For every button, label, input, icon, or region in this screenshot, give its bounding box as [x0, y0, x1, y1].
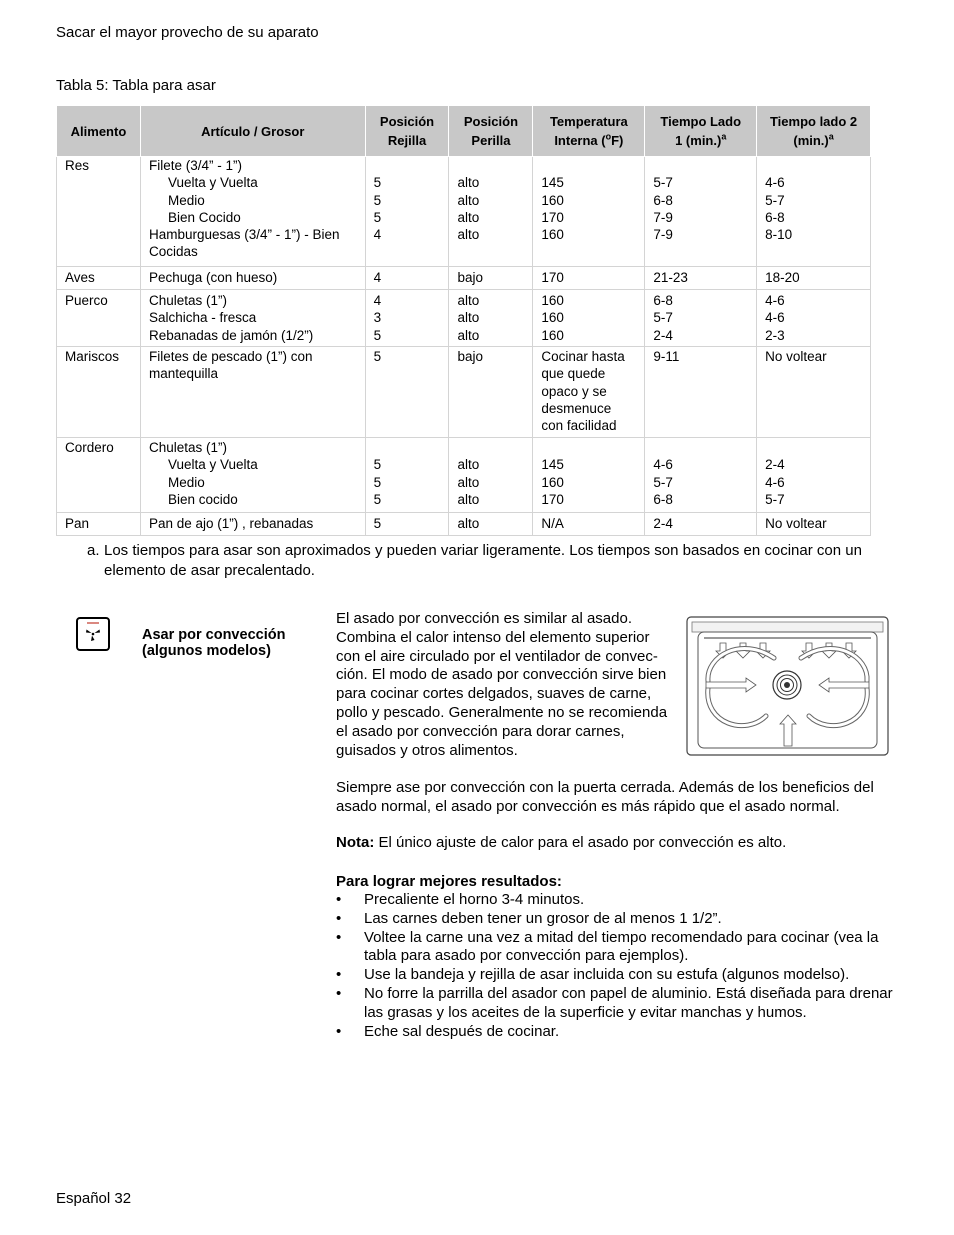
list-item: • No forre la parrilla del asador con papel de aluminio. Está diseñada para drenar las grasas y los aceites de la superficie y evitar manchas y humos. [336, 984, 893, 1021]
note-paragraph [336, 834, 901, 853]
col-header-perilla: Posición Perilla [449, 106, 533, 157]
side2-cell: 4-6 5-7 6-8 8-10 [757, 157, 871, 267]
page-header: Sacar el mayor provecho de su aparato [56, 24, 319, 41]
col-header-lado2: Tiempo lado 2 $(\min.)^a$ [757, 106, 871, 157]
side2-cell: 2-4 4-6 5-7 [757, 438, 871, 513]
temp-cell: 145 160 170 160 [533, 157, 645, 267]
knob-cell: alto alto alto alto [449, 157, 533, 267]
knob-cell: alto alto alto [449, 438, 533, 513]
col-header-temperatura: Temperatura Interna ($^o$F) [533, 106, 645, 157]
rack-cell: 5 5 5 4 [365, 157, 449, 267]
list-item: • Use la bandeja y rejilla de asar incluida con su estufa (algunos modelso). [336, 966, 850, 984]
rack-cell: 4 [365, 267, 449, 290]
section-title: Asar por convección (algunos modelos) [142, 627, 286, 659]
broil-table [56, 105, 871, 536]
note-label: Nota: [336, 834, 375, 851]
col-header-lado1: Tiempo Lado 1 $(\min.)^a$ [645, 106, 757, 157]
list-item: • Las carnes deben tener un grosor de al menos 1 1/2”. [336, 909, 722, 927]
temp-cell: N/A [533, 513, 645, 536]
rack-cell: 4 3 5 [365, 290, 449, 347]
side1-cell: 4-6 5-7 6-8 [645, 438, 757, 513]
knob-cell: bajo [449, 347, 533, 438]
list-item: • Voltee la carne una vez a mitad del tiempo recomendado para cocinar (vea la tabla para asado por convección para ejemplos). [336, 928, 879, 965]
knob-cell: alto [449, 513, 533, 536]
item-cell: Pan de ajo (1”) , rebanadas [140, 513, 365, 536]
closed-door-paragraph: Siempre ase por convección con la puerta cerrada. Además de los beneficios del asado normal, el asado por convección es más rápido que el asado normal. [336, 779, 874, 815]
side2-cell: No voltear [757, 347, 871, 438]
table-row [57, 267, 871, 290]
side1-cell: 6-8 5-7 2-4 [645, 290, 757, 347]
table-header-row [57, 106, 871, 157]
table-row [57, 438, 871, 513]
col-header-rejilla: Posición Rejilla [365, 106, 449, 157]
tips-title: Para lograr mejores resultados: [336, 873, 562, 890]
table-row [57, 157, 871, 267]
convection-broil-icon [76, 617, 110, 651]
side1-cell: 9-11 [645, 347, 757, 438]
rack-cell: 5 [365, 513, 449, 536]
col-header-articulo: Artículo / Grosor [140, 106, 365, 157]
rack-cell: 5 [365, 347, 449, 438]
item-cell: Chuletas (1”) Vuelta y Vuelta Medio Bien cocido [140, 438, 365, 513]
temp-cell: Cocinar hasta que quede opaco y se desmenuce con facilidad [533, 347, 645, 438]
knob-cell: alto alto alto [449, 290, 533, 347]
table-footnote [87, 541, 867, 581]
footnote-text: Los tiempos para asar son aproximados y pueden variar ligeramente. Los tiempos son basados en cocinar con un elemento de asar precalentado. [104, 542, 862, 579]
temp-cell: 160 160 160 [533, 290, 645, 347]
item-cell: Pechuga (con hueso) [140, 267, 365, 290]
list-item: • Eche sal después de cocinar. [336, 1022, 560, 1040]
oven-convection-airflow-diagram [686, 616, 889, 756]
side1-cell: 21-23 [645, 267, 757, 290]
food-cell: Cordero [57, 438, 141, 513]
item-cell: Chuletas (1”) Salchicha - fresca Rebanadas de jamón (1/2”) [140, 290, 365, 347]
knob-cell: bajo [449, 267, 533, 290]
food-cell: Res [57, 157, 141, 267]
side2-cell: 18-20 [757, 267, 871, 290]
side1-cell: 2-4 [645, 513, 757, 536]
side1-cell: 5-7 6-8 7-9 7-9 [645, 157, 757, 267]
item-cell: Filetes de pescado (1”) con mantequilla [140, 347, 365, 438]
temp-cell: 145 160 170 [533, 438, 645, 513]
table-row [57, 290, 871, 347]
footnote-mark: a. [87, 542, 100, 559]
food-cell: Puerco [57, 290, 141, 347]
page-footer: Español 32 [56, 1190, 132, 1207]
rack-cell: 5 5 5 [365, 438, 449, 513]
note-text: El único ajuste de calor para el asado por convección es alto. [374, 834, 787, 851]
item-cell: Filete (3/4” - 1”) Vuelta y Vuelta Medio Bien Cocido Hamburguesas (3/4” - 1”) - Bien Cocidas [140, 157, 365, 267]
side2-cell: No voltear [757, 513, 871, 536]
table-row [57, 513, 871, 536]
col-header-alimento: Alimento [57, 106, 141, 157]
food-cell: Mariscos [57, 347, 141, 438]
intro-paragraph: El asado por convección es similar al asado. Combina el calor intenso del elemento superior con el aire circulado por el ventilador de convec-ción. El modo de asado por convección sirve bien para cocinar cortes delgados, suaves de carne, pollo y pescado. Generalmente no se recomienda el asado por convección para dorar carnes, guisados y otros alimentos. [336, 610, 668, 759]
list-item: • Precaliente el horno 3-4 minutos. [336, 891, 585, 908]
food-cell: Pan [57, 513, 141, 536]
side2-cell: 4-6 4-6 2-3 [757, 290, 871, 347]
table-row [57, 347, 871, 438]
table-caption: Tabla 5: Tabla para asar [56, 77, 216, 94]
tips-list [336, 891, 901, 1041]
temp-cell: 170 [533, 267, 645, 290]
food-cell: Aves [57, 267, 141, 290]
